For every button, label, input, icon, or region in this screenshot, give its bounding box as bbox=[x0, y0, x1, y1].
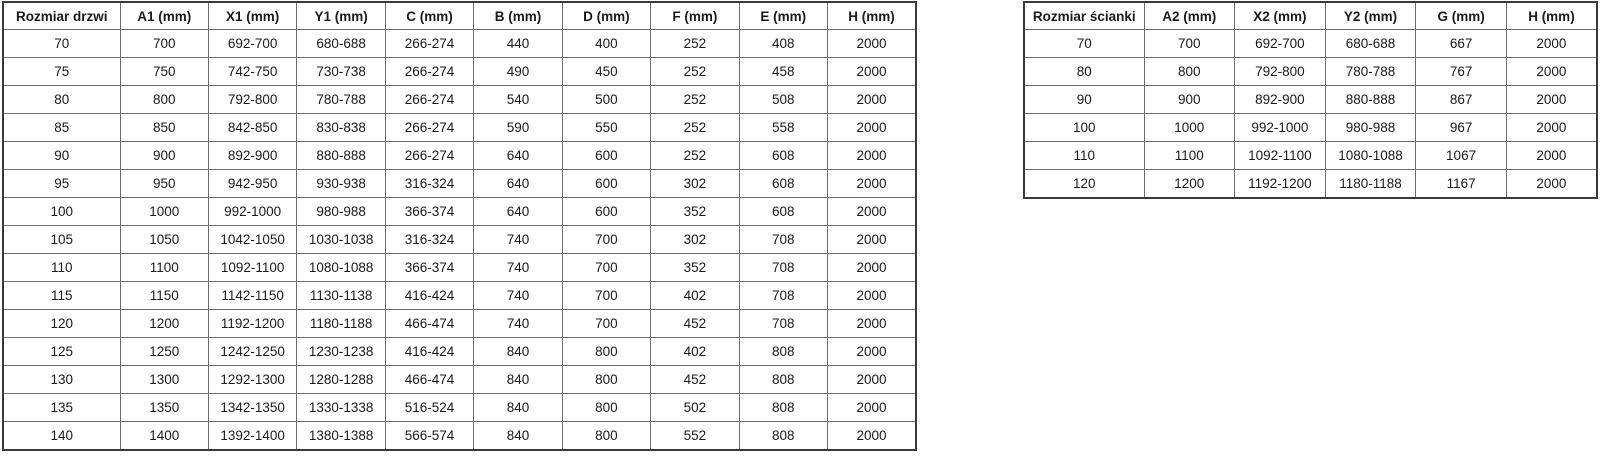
table-cell: 700 bbox=[562, 226, 650, 254]
table-cell: 708 bbox=[739, 226, 827, 254]
table-cell: 840 bbox=[474, 366, 562, 394]
table-cell: 266-274 bbox=[385, 30, 473, 58]
table-row bbox=[3, 30, 916, 58]
column-header: D (mm) bbox=[562, 2, 650, 30]
table-cell: 600 bbox=[562, 198, 650, 226]
table-cell: 1400 bbox=[120, 422, 208, 451]
table-cell: 466-474 bbox=[385, 366, 473, 394]
table-cell: 2000 bbox=[828, 198, 917, 226]
table-cell: 808 bbox=[739, 422, 827, 451]
table-cell: 452 bbox=[651, 366, 739, 394]
table-cell: 1100 bbox=[1144, 142, 1235, 170]
column-header: G (mm) bbox=[1416, 2, 1507, 30]
table-cell: 266-274 bbox=[385, 114, 473, 142]
table-cell: 352 bbox=[651, 198, 739, 226]
table-cell: 2000 bbox=[828, 142, 917, 170]
table-row bbox=[1024, 142, 1597, 170]
table-cell: 125 bbox=[3, 338, 120, 366]
table-cell: 667 bbox=[1416, 30, 1507, 58]
table-cell: 2000 bbox=[828, 338, 917, 366]
wall-sizes-table-body bbox=[1024, 30, 1597, 199]
table-cell: 408 bbox=[739, 30, 827, 58]
table-cell: 2000 bbox=[828, 394, 917, 422]
table-cell: 930-938 bbox=[297, 170, 385, 198]
table-cell: 1000 bbox=[120, 198, 208, 226]
table-cell: 967 bbox=[1416, 114, 1507, 142]
column-header: X1 (mm) bbox=[208, 2, 296, 30]
table-cell: 708 bbox=[739, 310, 827, 338]
table-cell: 550 bbox=[562, 114, 650, 142]
table-row bbox=[3, 226, 916, 254]
table-cell: 366-374 bbox=[385, 254, 473, 282]
table-row bbox=[3, 198, 916, 226]
table-cell: 140 bbox=[3, 422, 120, 451]
table-cell: 2000 bbox=[1506, 58, 1597, 86]
table-cell: 316-324 bbox=[385, 226, 473, 254]
table-cell: 2000 bbox=[1506, 170, 1597, 199]
table-cell: 2000 bbox=[828, 30, 917, 58]
table-cell: 2000 bbox=[1506, 114, 1597, 142]
table-row bbox=[3, 170, 916, 198]
table-cell: 740 bbox=[474, 310, 562, 338]
table-cell: 2000 bbox=[1506, 142, 1597, 170]
door-sizes-table-header bbox=[3, 2, 916, 30]
table-cell: 508 bbox=[739, 86, 827, 114]
table-cell: 640 bbox=[474, 170, 562, 198]
table-cell: 458 bbox=[739, 58, 827, 86]
table-cell: 2000 bbox=[1506, 86, 1597, 114]
table-cell: 1330-1338 bbox=[297, 394, 385, 422]
column-header: X2 (mm) bbox=[1235, 2, 1326, 30]
table-cell: 830-838 bbox=[297, 114, 385, 142]
table-cell: 70 bbox=[1024, 30, 1144, 58]
table-cell: 110 bbox=[3, 254, 120, 282]
table-cell: 740 bbox=[474, 282, 562, 310]
table-cell: 516-524 bbox=[385, 394, 473, 422]
table-cell: 700 bbox=[1144, 30, 1235, 58]
table-cell: 980-988 bbox=[297, 198, 385, 226]
table-cell: 892-900 bbox=[1235, 86, 1326, 114]
table-cell: 1000 bbox=[1144, 114, 1235, 142]
table-cell: 608 bbox=[739, 142, 827, 170]
table-cell: 792-800 bbox=[208, 86, 296, 114]
table-cell: 566-574 bbox=[385, 422, 473, 451]
table-cell: 400 bbox=[562, 30, 650, 58]
table-cell: 880-888 bbox=[297, 142, 385, 170]
table-cell: 100 bbox=[3, 198, 120, 226]
table-cell: 992-1000 bbox=[1235, 114, 1326, 142]
table-cell: 90 bbox=[1024, 86, 1144, 114]
table-cell: 867 bbox=[1416, 86, 1507, 114]
table-cell: 2000 bbox=[1506, 30, 1597, 58]
table-cell: 302 bbox=[651, 170, 739, 198]
table-cell: 1230-1238 bbox=[297, 338, 385, 366]
table-cell: 452 bbox=[651, 310, 739, 338]
header-row bbox=[3, 2, 916, 30]
table-cell: 942-950 bbox=[208, 170, 296, 198]
table-cell: 402 bbox=[651, 338, 739, 366]
table-cell: 135 bbox=[3, 394, 120, 422]
table-cell: 100 bbox=[1024, 114, 1144, 142]
table-cell: 700 bbox=[562, 254, 650, 282]
table-cell: 992-1000 bbox=[208, 198, 296, 226]
table-row bbox=[3, 86, 916, 114]
table-cell: 266-274 bbox=[385, 58, 473, 86]
table-cell: 808 bbox=[739, 338, 827, 366]
table-cell: 366-374 bbox=[385, 198, 473, 226]
table-cell: 708 bbox=[739, 254, 827, 282]
column-header: A1 (mm) bbox=[120, 2, 208, 30]
table-row bbox=[3, 114, 916, 142]
door-sizes-table bbox=[2, 1, 917, 451]
wall-sizes-table bbox=[1023, 1, 1598, 199]
table-row bbox=[3, 142, 916, 170]
table-cell: 2000 bbox=[828, 422, 917, 451]
table-cell: 608 bbox=[739, 170, 827, 198]
table-cell: 900 bbox=[120, 142, 208, 170]
table-cell: 590 bbox=[474, 114, 562, 142]
table-cell: 850 bbox=[120, 114, 208, 142]
table-cell: 640 bbox=[474, 142, 562, 170]
column-header: F (mm) bbox=[651, 2, 739, 30]
column-header: B (mm) bbox=[474, 2, 562, 30]
table-cell: 608 bbox=[739, 198, 827, 226]
column-header: E (mm) bbox=[739, 2, 827, 30]
table-cell: 1280-1288 bbox=[297, 366, 385, 394]
table-cell: 90 bbox=[3, 142, 120, 170]
table-cell: 800 bbox=[562, 338, 650, 366]
table-cell: 808 bbox=[739, 366, 827, 394]
table-cell: 490 bbox=[474, 58, 562, 86]
table-row bbox=[1024, 170, 1597, 199]
table-row bbox=[3, 58, 916, 86]
table-row bbox=[3, 282, 916, 310]
header-row bbox=[1024, 2, 1597, 30]
table-cell: 950 bbox=[120, 170, 208, 198]
table-cell: 252 bbox=[651, 30, 739, 58]
table-cell: 1242-1250 bbox=[208, 338, 296, 366]
table-cell: 1030-1038 bbox=[297, 226, 385, 254]
table-cell: 1200 bbox=[1144, 170, 1235, 199]
table-cell: 266-274 bbox=[385, 86, 473, 114]
table-row bbox=[1024, 86, 1597, 114]
table-row bbox=[3, 366, 916, 394]
table-cell: 1042-1050 bbox=[208, 226, 296, 254]
table-cell: 1100 bbox=[120, 254, 208, 282]
table-cell: 792-800 bbox=[1235, 58, 1326, 86]
table-cell: 730-738 bbox=[297, 58, 385, 86]
table-cell: 750 bbox=[120, 58, 208, 86]
door-sizes-table-body bbox=[3, 30, 916, 451]
table-cell: 2000 bbox=[828, 310, 917, 338]
table-cell: 1180-1188 bbox=[1325, 170, 1416, 199]
table-cell: 1067 bbox=[1416, 142, 1507, 170]
table-cell: 252 bbox=[651, 86, 739, 114]
table-cell: 302 bbox=[651, 226, 739, 254]
table-cell: 1292-1300 bbox=[208, 366, 296, 394]
table-cell: 540 bbox=[474, 86, 562, 114]
column-header: H (mm) bbox=[828, 2, 917, 30]
table-cell: 1300 bbox=[120, 366, 208, 394]
table-cell: 316-324 bbox=[385, 170, 473, 198]
table-cell: 252 bbox=[651, 114, 739, 142]
table-cell: 70 bbox=[3, 30, 120, 58]
table-cell: 880-888 bbox=[1325, 86, 1416, 114]
table-cell: 640 bbox=[474, 198, 562, 226]
column-header: C (mm) bbox=[385, 2, 473, 30]
table-cell: 680-688 bbox=[1325, 30, 1416, 58]
table-cell: 767 bbox=[1416, 58, 1507, 86]
table-cell: 700 bbox=[120, 30, 208, 58]
table-cell: 1050 bbox=[120, 226, 208, 254]
table-cell: 800 bbox=[1144, 58, 1235, 86]
table-cell: 502 bbox=[651, 394, 739, 422]
table-cell: 80 bbox=[1024, 58, 1144, 86]
table-cell: 105 bbox=[3, 226, 120, 254]
table-cell: 2000 bbox=[828, 170, 917, 198]
table-cell: 1392-1400 bbox=[208, 422, 296, 451]
table-cell: 466-474 bbox=[385, 310, 473, 338]
table-cell: 1080-1088 bbox=[1325, 142, 1416, 170]
table-cell: 808 bbox=[739, 394, 827, 422]
table-cell: 2000 bbox=[828, 226, 917, 254]
table-row bbox=[3, 338, 916, 366]
table-cell: 1092-1100 bbox=[208, 254, 296, 282]
table-cell: 692-700 bbox=[1235, 30, 1326, 58]
column-header: Rozmiar drzwi bbox=[3, 2, 120, 30]
table-cell: 842-850 bbox=[208, 114, 296, 142]
table-cell: 980-988 bbox=[1325, 114, 1416, 142]
table-row bbox=[3, 310, 916, 338]
table-cell: 552 bbox=[651, 422, 739, 451]
table-cell: 1167 bbox=[1416, 170, 1507, 199]
table-cell: 85 bbox=[3, 114, 120, 142]
table-cell: 1092-1100 bbox=[1235, 142, 1326, 170]
table-cell: 900 bbox=[1144, 86, 1235, 114]
table-cell: 75 bbox=[3, 58, 120, 86]
table-cell: 1180-1188 bbox=[297, 310, 385, 338]
table-cell: 416-424 bbox=[385, 338, 473, 366]
table-cell: 1350 bbox=[120, 394, 208, 422]
table-cell: 742-750 bbox=[208, 58, 296, 86]
table-cell: 1142-1150 bbox=[208, 282, 296, 310]
table-cell: 1200 bbox=[120, 310, 208, 338]
table-cell: 1192-1200 bbox=[208, 310, 296, 338]
table-cell: 2000 bbox=[828, 254, 917, 282]
table-cell: 130 bbox=[3, 366, 120, 394]
table-cell: 1080-1088 bbox=[297, 254, 385, 282]
table-cell: 120 bbox=[1024, 170, 1144, 199]
table-cell: 740 bbox=[474, 254, 562, 282]
table-cell: 2000 bbox=[828, 86, 917, 114]
table-row bbox=[3, 422, 916, 451]
table-cell: 800 bbox=[120, 86, 208, 114]
table-cell: 402 bbox=[651, 282, 739, 310]
column-header: H (mm) bbox=[1506, 2, 1597, 30]
table-cell: 2000 bbox=[828, 114, 917, 142]
table-cell: 892-900 bbox=[208, 142, 296, 170]
table-row bbox=[3, 394, 916, 422]
table-cell: 700 bbox=[562, 282, 650, 310]
table-cell: 1130-1138 bbox=[297, 282, 385, 310]
table-cell: 800 bbox=[562, 422, 650, 451]
table-cell: 740 bbox=[474, 226, 562, 254]
table-cell: 110 bbox=[1024, 142, 1144, 170]
table-cell: 692-700 bbox=[208, 30, 296, 58]
table-cell: 680-688 bbox=[297, 30, 385, 58]
table-cell: 600 bbox=[562, 170, 650, 198]
table-row bbox=[1024, 30, 1597, 58]
table-cell: 700 bbox=[562, 310, 650, 338]
table-cell: 2000 bbox=[828, 282, 917, 310]
table-cell: 600 bbox=[562, 142, 650, 170]
column-header: Rozmiar ścianki bbox=[1024, 2, 1144, 30]
table-cell: 708 bbox=[739, 282, 827, 310]
table-cell: 1150 bbox=[120, 282, 208, 310]
table-row bbox=[3, 254, 916, 282]
column-header: Y1 (mm) bbox=[297, 2, 385, 30]
column-header: A2 (mm) bbox=[1144, 2, 1235, 30]
table-cell: 780-788 bbox=[1325, 58, 1416, 86]
table-cell: 266-274 bbox=[385, 142, 473, 170]
table-cell: 840 bbox=[474, 338, 562, 366]
table-cell: 840 bbox=[474, 422, 562, 451]
table-cell: 80 bbox=[3, 86, 120, 114]
table-cell: 1192-1200 bbox=[1235, 170, 1326, 199]
table-cell: 840 bbox=[474, 394, 562, 422]
table-cell: 95 bbox=[3, 170, 120, 198]
table-cell: 440 bbox=[474, 30, 562, 58]
table-cell: 416-424 bbox=[385, 282, 473, 310]
table-cell: 800 bbox=[562, 366, 650, 394]
table-cell: 1342-1350 bbox=[208, 394, 296, 422]
table-row bbox=[1024, 114, 1597, 142]
table-cell: 252 bbox=[651, 58, 739, 86]
wall-sizes-table-header bbox=[1024, 2, 1597, 30]
table-cell: 800 bbox=[562, 394, 650, 422]
table-cell: 1250 bbox=[120, 338, 208, 366]
table-cell: 2000 bbox=[828, 58, 917, 86]
table-cell: 450 bbox=[562, 58, 650, 86]
table-cell: 500 bbox=[562, 86, 650, 114]
table-cell: 115 bbox=[3, 282, 120, 310]
column-header: Y2 (mm) bbox=[1325, 2, 1416, 30]
table-cell: 120 bbox=[3, 310, 120, 338]
table-cell: 780-788 bbox=[297, 86, 385, 114]
table-cell: 558 bbox=[739, 114, 827, 142]
table-row bbox=[1024, 58, 1597, 86]
table-cell: 1380-1388 bbox=[297, 422, 385, 451]
table-cell: 252 bbox=[651, 142, 739, 170]
table-cell: 352 bbox=[651, 254, 739, 282]
table-cell: 2000 bbox=[828, 366, 917, 394]
